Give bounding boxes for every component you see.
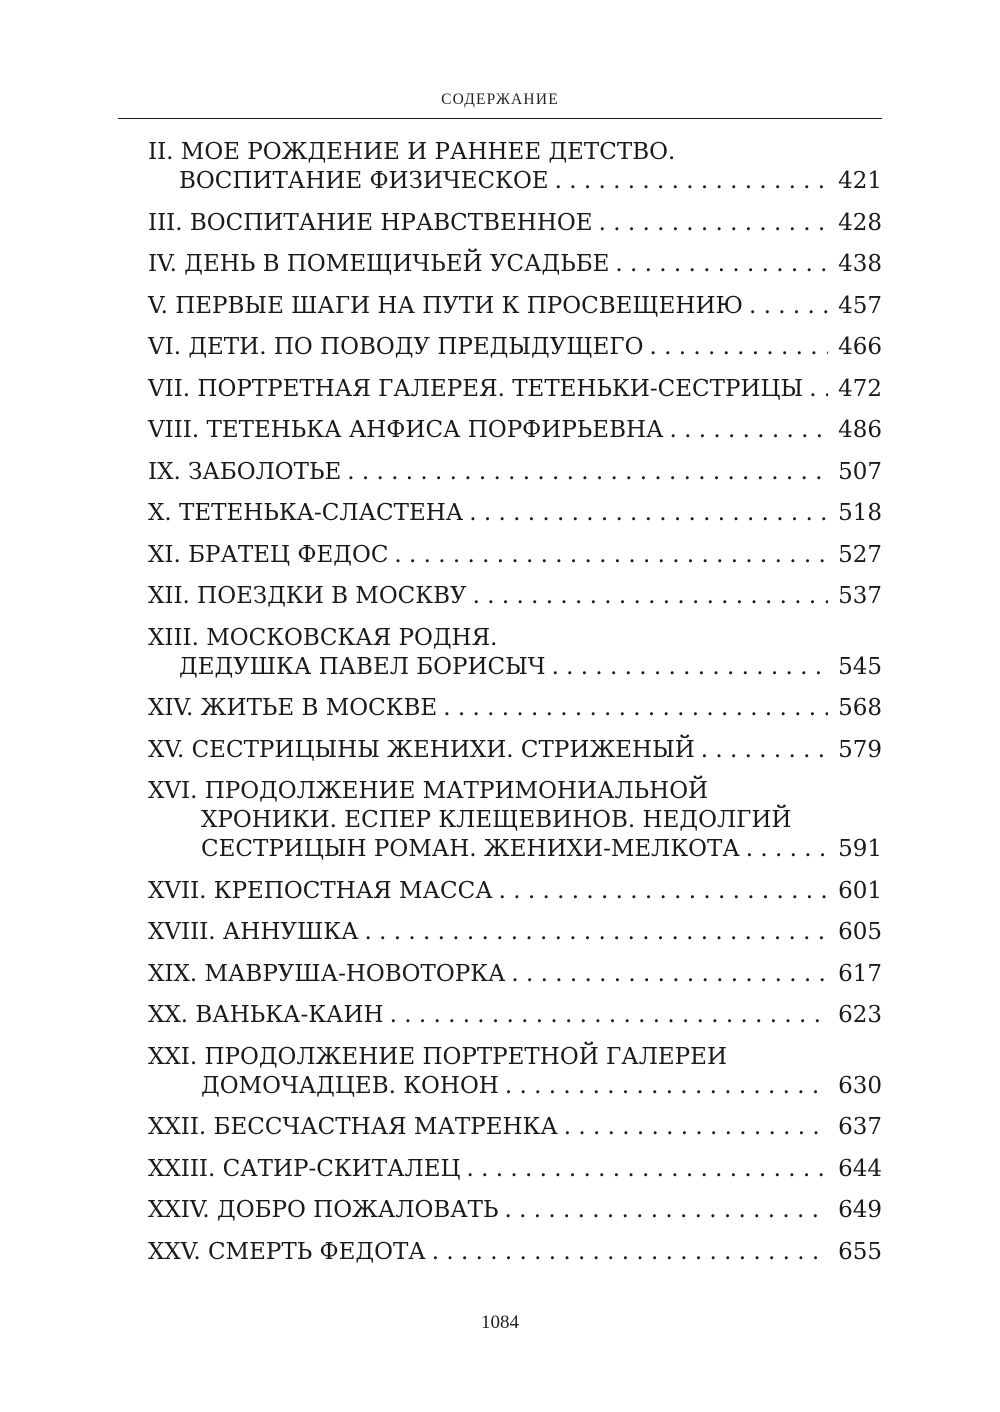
page-ref: 421 xyxy=(838,168,882,194)
toc-entry[interactable] xyxy=(148,499,882,528)
chapter-title: ХРОНИКИ. ЕСПЕР КЛЕЩЕВИНОВ. НЕДОЛГИЙ xyxy=(201,807,792,833)
page-ref: 568 xyxy=(838,695,882,721)
dot-leader xyxy=(746,835,828,864)
chapter-title: XX. ВАНЬКА-КАИН xyxy=(148,1002,384,1028)
dot-leader xyxy=(469,499,828,528)
page-ref: 537 xyxy=(838,583,882,609)
page-ref: 623 xyxy=(838,1002,882,1028)
dot-leader xyxy=(390,1001,829,1030)
toc-entry[interactable] xyxy=(148,1238,882,1267)
page-ref: 518 xyxy=(838,500,882,526)
toc-entry[interactable] xyxy=(148,877,882,906)
chapter-title: X. ТЕТЕНЬКА-СЛАСТЕНА xyxy=(148,500,464,526)
toc-entry[interactable] xyxy=(148,416,882,445)
dot-leader xyxy=(669,416,828,445)
page-ref: 649 xyxy=(838,1197,882,1223)
dot-leader xyxy=(615,250,828,279)
chapter-title: XI. БРАТЕЦ ФЕДОС xyxy=(148,541,389,568)
chapter-title: VIII. ТЕТЕНЬКА АНФИСА ПОРФИРЬЕВНА xyxy=(148,417,664,443)
page-ref: 486 xyxy=(838,417,882,443)
table-of-contents xyxy=(148,138,882,1279)
chapter-title: VII. ПОРТРЕТНАЯ ГАЛЕРЕЯ. ТЕТЕНЬКИ-СЕСТРИЦЫ xyxy=(148,375,804,402)
dot-leader xyxy=(564,1113,828,1142)
dot-leader xyxy=(364,918,828,947)
chapter-title: II. МОЕ РОЖДЕНИЕ И РАННЕЕ ДЕТСТВО. xyxy=(148,139,676,165)
page-ref: 438 xyxy=(838,251,882,277)
toc-entry[interactable] xyxy=(148,736,882,765)
page-ref: 630 xyxy=(838,1072,882,1099)
page-ref: 605 xyxy=(838,919,882,945)
page-ref: 472 xyxy=(838,375,882,402)
toc-entry[interactable] xyxy=(148,1043,882,1101)
page-ref: 527 xyxy=(838,541,882,568)
page-ref: 637 xyxy=(838,1114,882,1140)
chapter-title: XXIV. ДОБРО ПОЖАЛОВАТЬ xyxy=(148,1197,499,1223)
dot-leader xyxy=(473,582,828,611)
dot-leader xyxy=(809,375,828,404)
toc-entry[interactable] xyxy=(148,292,882,321)
page-ref: 655 xyxy=(838,1238,882,1265)
dot-leader xyxy=(599,209,829,238)
chapter-title: XXV. СМЕРТЬ ФЕДОТА xyxy=(148,1238,426,1265)
toc-entry[interactable] xyxy=(148,582,882,611)
chapter-title: XIII. МОСКОВСКАЯ РОДНЯ. xyxy=(148,624,498,651)
toc-entry[interactable] xyxy=(148,209,882,238)
toc-entry[interactable] xyxy=(148,624,882,682)
page-ref: 644 xyxy=(838,1155,882,1182)
chapter-title: XIV. ЖИТЬЕ В МОСКВЕ xyxy=(148,695,438,721)
chapter-title: VI. ДЕТИ. ПО ПОВОДУ ПРЕДЫДУЩЕГО xyxy=(148,334,644,360)
toc-entry[interactable] xyxy=(148,375,882,404)
page-ref: 579 xyxy=(838,736,882,763)
page-number: 1084 xyxy=(481,1312,519,1333)
chapter-title: XXI. ПРОДОЛЖЕНИЕ ПОРТРЕТНОЙ ГАЛЕРЕИ xyxy=(148,1043,728,1070)
chapter-title: ДОМОЧАДЦЕВ. КОНОН xyxy=(201,1072,499,1099)
chapter-title: XII. ПОЕЗДКИ В МОСКВУ xyxy=(148,583,467,609)
toc-entry[interactable] xyxy=(148,250,882,279)
chapter-title: XXIII. САТИР-СКИТАЛЕЦ xyxy=(148,1155,461,1182)
page-ref: 457 xyxy=(838,292,882,319)
page-ref: 617 xyxy=(838,960,882,987)
page-ref: 591 xyxy=(838,836,882,862)
page-ref: 601 xyxy=(838,877,882,904)
toc-entry[interactable] xyxy=(148,333,882,362)
dot-leader xyxy=(701,736,828,765)
chapter-title: XVII. КРЕПОСТНАЯ МАССА xyxy=(148,877,493,904)
toc-entry[interactable] xyxy=(148,960,882,989)
toc-entry[interactable] xyxy=(148,138,882,196)
dot-leader xyxy=(432,1238,828,1267)
chapter-title: V. ПЕРВЫЕ ШАГИ НА ПУТИ К ПРОСВЕЩЕНИЮ xyxy=(148,292,743,319)
toc-entry[interactable] xyxy=(148,1001,882,1030)
dot-leader xyxy=(394,541,828,570)
running-header: СОДЕРЖАНИЕ xyxy=(441,91,559,108)
chapter-title: СЕСТРИЦЫН РОМАН. ЖЕНИХИ-МЕЛКОТА xyxy=(201,836,740,862)
dot-leader xyxy=(499,877,828,906)
chapter-title: IV. ДЕНЬ В ПОМЕЩИЧЬЕЙ УСАДЬБЕ xyxy=(148,251,610,277)
toc-entry[interactable] xyxy=(148,694,882,723)
chapter-title: III. ВОСПИТАНИЕ НРАВСТВЕННОЕ xyxy=(148,209,593,236)
chapter-title: XV. СЕСТРИЦЫНЫ ЖЕНИХИ. СТРИЖЕНЫЙ xyxy=(148,736,695,763)
chapter-title: XVI. ПРОДОЛЖЕНИЕ МАТРИМОНИАЛЬНОЙ xyxy=(148,778,709,804)
chapter-title: XVIII. АННУШКА xyxy=(148,919,359,945)
page-ref: 507 xyxy=(838,458,882,485)
header-rule xyxy=(118,118,882,119)
toc-entry[interactable] xyxy=(148,1155,882,1184)
page-ref: 545 xyxy=(838,653,882,680)
dot-leader xyxy=(505,1072,828,1101)
chapter-title: XIX. МАВРУША-НОВОТОРКА xyxy=(148,960,506,987)
chapter-title: ДЕДУШКА ПАВЕЛ БОРИСЫЧ xyxy=(179,653,546,680)
dot-leader xyxy=(649,333,828,362)
dot-leader xyxy=(467,1155,829,1184)
toc-entry[interactable] xyxy=(148,918,882,947)
dot-leader xyxy=(443,694,828,723)
dot-leader xyxy=(347,458,828,487)
dot-leader xyxy=(555,167,828,196)
dot-leader xyxy=(749,292,828,321)
toc-entry[interactable] xyxy=(148,458,882,487)
toc-entry[interactable] xyxy=(148,541,882,570)
toc-entry[interactable] xyxy=(148,777,882,864)
chapter-title: XXII. БЕССЧАСТНАЯ МАТРЕНКА xyxy=(148,1114,558,1140)
toc-entry[interactable] xyxy=(148,1113,882,1142)
page-ref: 466 xyxy=(838,334,882,360)
dot-leader xyxy=(505,1196,829,1225)
toc-entry[interactable] xyxy=(148,1196,882,1225)
dot-leader xyxy=(511,960,828,989)
page-ref: 428 xyxy=(838,209,882,236)
dot-leader xyxy=(552,653,829,682)
chapter-title: ВОСПИТАНИЕ ФИЗИЧЕСКОЕ xyxy=(179,168,549,194)
chapter-title: IX. ЗАБОЛОТЬЕ xyxy=(148,458,342,485)
